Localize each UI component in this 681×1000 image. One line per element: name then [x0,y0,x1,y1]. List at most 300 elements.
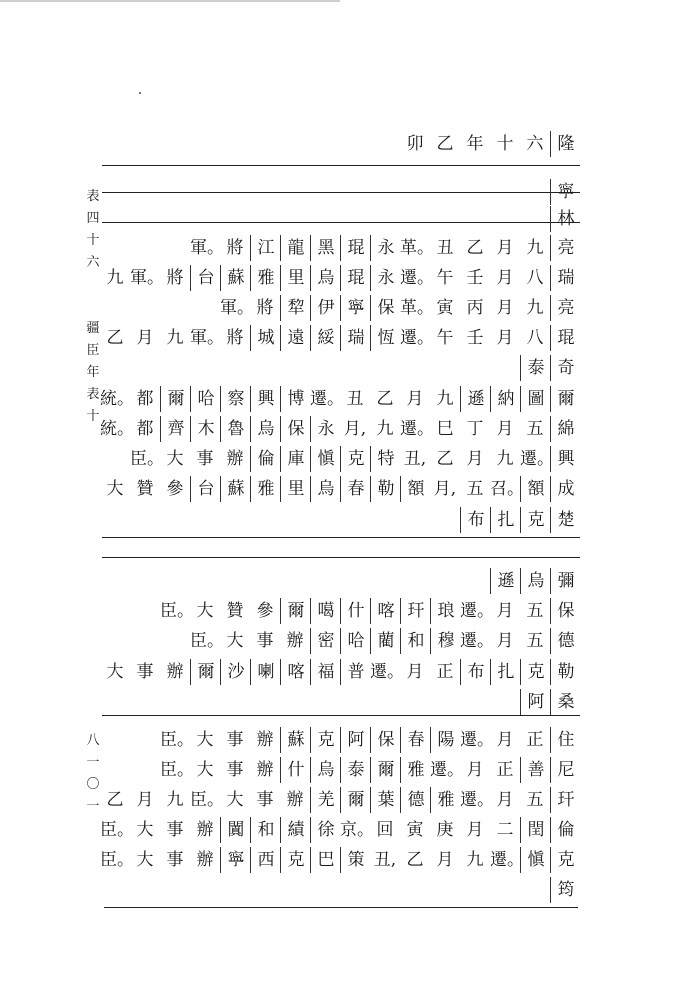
name-char: 雅 [250,265,281,291]
name-char: 密 [310,628,341,654]
text-char: 十 [496,134,514,154]
name-char: 興 [550,446,581,472]
text-char: 事 [196,449,214,469]
name-char: 察 [220,386,251,412]
table-row [102,786,580,814]
text-char: 事 [166,820,184,840]
text-char: 將 [226,328,244,348]
name-char: 爾 [370,757,401,783]
name-char: 蘇 [220,476,251,502]
name-char: 喀 [370,598,401,624]
side-label-char: 四 [86,211,100,226]
name-char: 哈 [190,386,221,412]
name-char: 福 [310,659,341,685]
table-row [102,756,580,784]
name-char: 藺 [370,628,401,654]
name-char: 愼 [520,847,551,873]
text-char: 都 [136,419,154,439]
bottom-rule [104,907,578,908]
name-char: 琨 [550,325,581,351]
name-char: 烏 [310,265,341,291]
name-char: 綏 [310,325,341,351]
name-char: 爾 [340,787,371,813]
name-char: 春 [400,727,431,753]
name-char: 納 [490,386,521,412]
name-char: 陽 [430,727,461,753]
name-char: 伊 [310,295,341,321]
text-char: 大 [226,790,244,810]
text-char: 臣。 [190,631,224,651]
text-char: 月 [496,419,514,439]
name-char: 烏 [310,757,341,783]
text-char: 遷。 [310,389,344,409]
name-char: 桑 [550,689,581,715]
name-char: 犂 [280,295,311,321]
name-char: 琅 [430,598,461,624]
name-char: 普 [340,659,371,685]
text-char: 大 [196,730,214,750]
text-char: 乙 [436,449,454,469]
text-char: 壬 [466,328,484,348]
table-row [102,354,580,382]
text-char: 遷。 [460,601,494,621]
text-char: 事 [256,631,274,651]
name-char: 策 [340,847,371,873]
side-label-char: 六 [86,255,100,270]
name-char: 阿 [520,689,551,715]
text-char: 臣。 [130,449,164,469]
name-char: 楚 [550,507,581,533]
text-char: 事 [226,760,244,780]
table-row [102,846,580,874]
text-char: 辦 [226,449,244,469]
text-char: 統。 [100,419,134,439]
text-char: 月 [496,268,514,288]
name-char: 庫 [280,446,311,472]
name-char: 台 [190,265,221,291]
name-char: 寧 [340,295,371,321]
name-char: 綿 [550,416,581,442]
name-char: 台 [190,476,221,502]
name-char: 扎 [490,507,521,533]
name-char: 烏 [520,568,551,594]
text-char: 乙 [106,328,124,348]
text-char: 午 [436,268,454,288]
name-char: 興 [250,386,281,412]
side-label-char: 表 [86,387,100,402]
table-rule [102,537,580,538]
page-number-char: 〇 [86,777,100,792]
text-char: 遷。 [460,730,494,750]
text-char: 參 [256,601,274,621]
text-char: 軍。 [130,268,164,288]
side-label-char: 臣 [86,343,100,358]
text-char: 遷。 [490,850,524,870]
table-row [102,688,580,716]
name-char: 克 [550,847,581,873]
name-char: 克 [280,847,311,873]
table-row [102,597,580,625]
name-char: 永 [370,265,401,291]
text-char: 五 [526,601,544,621]
text-char: 召。 [490,479,524,499]
table-row [102,816,580,844]
name-char: 克 [340,446,371,472]
text-char: 大 [136,820,154,840]
text-char: 臣。 [190,790,224,810]
name-char: 巴 [310,847,341,873]
table-row [102,415,580,443]
name-char: 績 [280,817,311,843]
text-char: 丁 [466,419,484,439]
text-char: 二 [496,820,514,840]
text-char: 月 [466,820,484,840]
text-char: 贊 [226,601,244,621]
name-char: 布 [460,659,491,685]
name-char: 永 [310,416,341,442]
table-row [102,385,580,413]
name-char: 寧 [550,179,581,205]
text-char: 丙 [466,298,484,318]
name-char: 玕 [400,598,431,624]
text-char: 丑, [373,850,397,870]
name-char: 遜 [490,568,521,594]
name-char: 烏 [310,476,341,502]
text-char: 月 [496,790,514,810]
name-char: 爾 [160,386,191,412]
text-char: 五 [526,790,544,810]
text-char: 辦 [256,730,274,750]
text-char: 大 [106,479,124,499]
text-char: 回 [376,820,394,840]
text-char: 九 [166,790,184,810]
name-char: 里 [280,476,311,502]
name-char: 爾 [550,386,581,412]
name-char: 什 [280,757,311,783]
name-char: 圖 [520,386,551,412]
table-row [102,324,580,352]
table-row [102,178,580,206]
text-char: 遷。 [400,268,434,288]
text-char: 九 [466,850,484,870]
text-char: 革。 [400,298,434,318]
name-char: 善 [520,757,551,783]
text-char: 丑, [403,449,427,469]
text-char: 月 [136,328,154,348]
text-char: 丑 [436,238,454,258]
text-char: 大 [226,631,244,651]
text-char: 月 [436,850,454,870]
page-number-char: 八 [86,733,100,748]
name-char: 亮 [550,235,581,261]
name-char: 雅 [250,476,281,502]
text-char: 辦 [196,850,214,870]
text-char: 九 [436,389,454,409]
name-char: 彌 [550,568,581,594]
text-char: 月 [496,238,514,258]
text-char: 大 [196,760,214,780]
text-char: 壬 [466,268,484,288]
text-char: 九 [496,449,514,469]
name-char: 遜 [460,386,491,412]
text-char: 臣。 [160,730,194,750]
text-char: 卯 [406,134,424,154]
text-char: 五 [526,631,544,651]
name-char: 克 [310,727,341,753]
text-char: 八 [526,268,544,288]
name-char: 葉 [370,787,401,813]
name-char: 特 [370,446,401,472]
text-char: 參 [166,479,184,499]
table-row [102,726,580,754]
name-char: 什 [340,598,371,624]
name-char: 齊 [160,416,191,442]
text-char: 六 [526,134,544,154]
text-char: 軍。 [190,328,224,348]
text-char: 巳 [436,419,454,439]
text-char: 辦 [166,662,184,682]
name-char: 住 [550,727,581,753]
text-char: 臣。 [160,601,194,621]
name-char: 和 [400,628,431,654]
text-char: 大 [106,662,124,682]
name-char: 保 [280,416,311,442]
text-char: 乙 [436,134,454,154]
name-char: 沙 [220,659,251,685]
text-char: 軍。 [190,238,224,258]
scan-edge [0,0,340,2]
text-char: 辦 [196,820,214,840]
name-char: 魯 [220,416,251,442]
text-char: 九 [166,328,184,348]
text-char: 大 [136,850,154,870]
text-char: 月, [343,419,367,439]
name-char: 蘇 [280,727,311,753]
table-row [102,205,580,233]
text-char: 八 [526,328,544,348]
name-char: 克 [520,659,551,685]
name-char: 勒 [550,659,581,685]
name-char: 永 [370,235,401,261]
text-char: 贊 [136,479,154,499]
text-char: 將 [226,238,244,258]
text-char: 軍。 [220,298,254,318]
side-label-char: 表 [86,189,100,204]
text-char: 九 [376,419,394,439]
text-char: 丑 [346,389,364,409]
name-char: 閏 [520,817,551,843]
name-char: 額 [520,476,551,502]
table-row [102,475,580,503]
name-char: 勒 [370,476,401,502]
name-char: 林 [550,206,581,232]
text-char: 正 [436,662,454,682]
text-char: 乙 [406,850,424,870]
table-row [102,506,580,534]
text-char: 五 [466,479,484,499]
text-char: 事 [226,730,244,750]
name-char: 瑞 [340,325,371,351]
text-char: 將 [256,298,274,318]
name-char: 博 [280,386,311,412]
text-char: 月 [466,760,484,780]
text-char: 遷。 [400,419,434,439]
table-row [102,876,580,904]
name-char: 雅 [430,787,461,813]
name-char: 和 [250,817,281,843]
text-char: 大 [166,449,184,469]
name-char: 倫 [250,446,281,472]
name-char: 木 [190,416,221,442]
name-char: 泰 [520,355,551,381]
text-char: 正 [526,730,544,750]
name-char: 闐 [220,817,251,843]
page-number-char: 一 [86,799,100,814]
name-char: 爾 [280,598,311,624]
text-char: 臣。 [100,850,134,870]
text-char: 辦 [286,790,304,810]
text-char: 乙 [376,389,394,409]
name-char: 烏 [250,416,281,442]
name-char: 瑞 [550,265,581,291]
text-char: 九 [526,238,544,258]
name-char: 西 [250,847,281,873]
name-char: 扎 [490,659,521,685]
side-label-char: 十 [86,409,100,424]
name-char: 保 [550,598,581,624]
text-char: 臣。 [100,820,134,840]
text-char: 統。 [100,389,134,409]
table-row [102,294,580,322]
name-char: 琨 [340,235,371,261]
table-row [102,234,580,262]
text-char: 遷。 [400,328,434,348]
text-char: 遷。 [460,631,494,651]
table-row [102,567,580,595]
text-char: 臣。 [160,760,194,780]
text-char: 都 [136,389,154,409]
text-char: 月 [496,631,514,651]
text-char: 遷。 [460,790,494,810]
text-char: 京。 [340,820,374,840]
name-char: 愼 [310,446,341,472]
name-char: 奇 [550,355,581,381]
name-char: 喇 [250,659,281,685]
text-char: 月 [496,730,514,750]
name-char: 克 [520,507,551,533]
side-label-char: 十 [86,233,100,248]
table-rule [102,557,580,558]
table-row [102,445,580,473]
speck [139,92,141,94]
text-char: 將 [166,268,184,288]
name-char: 德 [400,787,431,813]
name-char: 尼 [550,757,581,783]
text-char: 大 [196,601,214,621]
text-char: 寅 [436,298,454,318]
name-char: 玕 [550,787,581,813]
name-char: 泰 [340,757,371,783]
side-label-char: 疆 [86,321,100,336]
name-char: 喀 [280,659,311,685]
name-char: 筠 [550,877,581,903]
name-char: 亮 [550,295,581,321]
text-char: 乙 [106,790,124,810]
name-char: 哈 [340,628,371,654]
text-char: 月, [433,479,457,499]
name-char: 布 [460,507,491,533]
table-row [102,627,580,655]
table-row [102,130,580,158]
text-char: 月 [496,298,514,318]
text-char: 遷。 [370,662,404,682]
text-char: 乙 [466,238,484,258]
name-char: 蘇 [220,265,251,291]
table-row [102,264,580,292]
name-char: 黑 [310,235,341,261]
text-char: 月 [466,449,484,469]
name-char: 琨 [340,265,371,291]
text-char: 事 [256,790,274,810]
name-char: 保 [370,727,401,753]
name-char: 成 [550,476,581,502]
text-char: 年 [466,134,484,154]
text-char: 九 [526,298,544,318]
text-char: 五 [526,419,544,439]
name-char: 徐 [310,817,341,843]
text-char: 月 [496,328,514,348]
text-char: 月 [136,790,154,810]
text-char: 寅 [406,820,424,840]
name-char: 遠 [280,325,311,351]
name-char: 春 [340,476,371,502]
name-char: 雅 [400,757,431,783]
text-char: 午 [436,328,454,348]
text-char: 庚 [436,820,454,840]
name-char: 額 [400,476,431,502]
name-char: 隆 [550,131,581,157]
side-label-char: 年 [86,365,100,380]
text-char: 遷。 [430,760,464,780]
text-char: 革。 [400,238,434,258]
text-char: 辦 [286,631,304,651]
name-char: 寧 [220,847,251,873]
name-char: 噶 [310,598,341,624]
name-char: 龍 [280,235,311,261]
name-char: 倫 [550,817,581,843]
text-char: 事 [166,850,184,870]
text-char: 遷。 [520,449,554,469]
name-char: 爾 [190,659,221,685]
table-rule [102,165,580,166]
name-char: 江 [250,235,281,261]
text-char: 事 [136,662,154,682]
table-row [102,658,580,686]
name-char: 城 [250,325,281,351]
name-char: 里 [280,265,311,291]
name-char: 羌 [310,787,341,813]
name-char: 阿 [340,727,371,753]
page-number-char: 一 [86,755,100,770]
text-char: 辦 [256,760,274,780]
text-char: 九 [106,268,124,288]
text-char: 月 [496,601,514,621]
text-char: 月 [406,389,424,409]
name-char: 恆 [370,325,401,351]
name-char: 德 [550,628,581,654]
name-char: 穆 [430,628,461,654]
text-char: 正 [496,760,514,780]
